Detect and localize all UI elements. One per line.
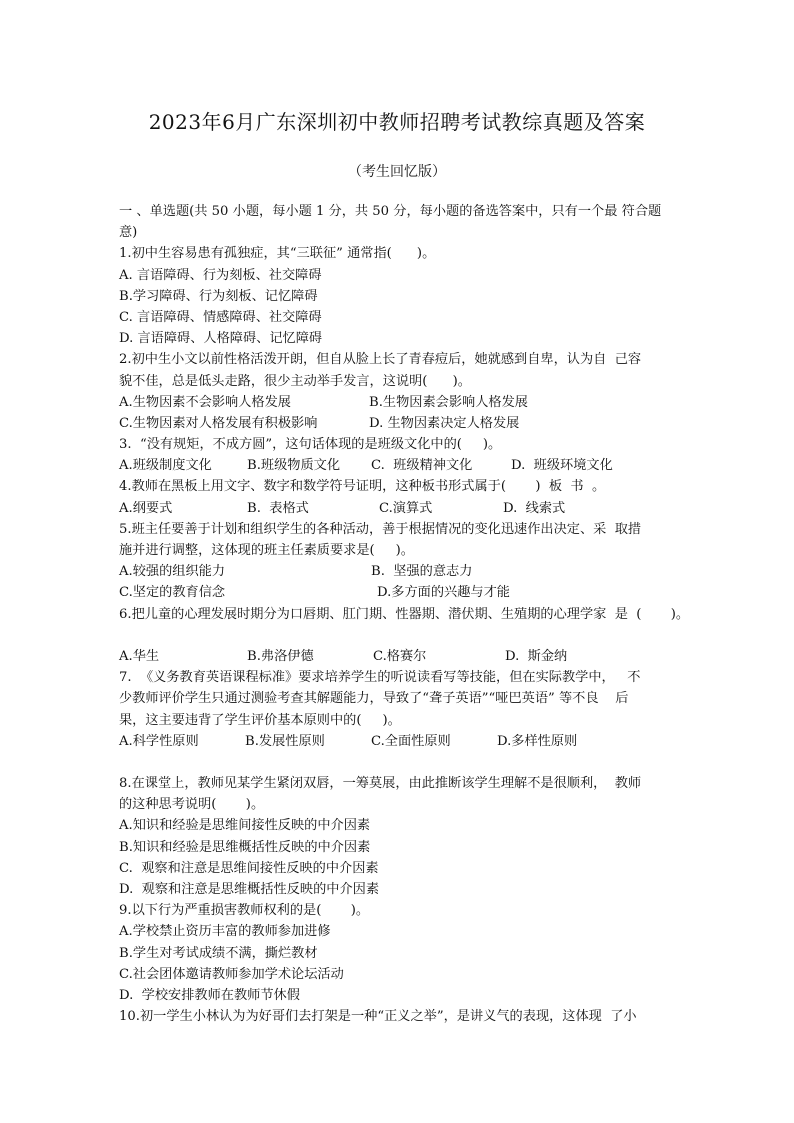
q2-stem-line2: 貌不佳，总是低头走路，很少主动举手发言，这说明( )。 [119, 373, 471, 389]
q3-option-b: B.班级物质文化 [247, 458, 341, 474]
q7-stem-line1: 7. 《义务教育英语课程标准》要求培养学生的听说读看写等技能，但在实际教学中， 不 [119, 670, 641, 686]
q3-stem: 3. “没有规矩，不成方圆”，这句话体现的是班级文化中的( )。 [119, 437, 502, 453]
q5-option-c: C.坚定的教育信念 [119, 585, 226, 601]
spacer [119, 752, 679, 773]
q4-option-b: B. 表格式 [247, 500, 309, 516]
q5-options-row2 [119, 582, 679, 603]
q7-option-c: C.全面性原则 [371, 733, 451, 749]
q4-option-a: A.纲要式 [119, 500, 173, 516]
q7-option-d: D.多样性原则 [497, 733, 578, 749]
q2-stem-line1: 2.初中生小文以前性格活泼开朗，但自从脸上长了青春痘后，她就感到自卑，认为自 己容 [119, 352, 642, 368]
q9-option-b: B.学生对考试成绩不满，撕烂教材 [119, 945, 318, 961]
q1-option-d: D. 言语障碍、人格障碍、记忆障碍 [119, 331, 323, 347]
q2-option-b: B.生物因素会影响人格发展 [369, 394, 528, 410]
q3-option-d: D. 班级环境文化 [511, 458, 613, 474]
q9-stem: 9.以下行为严重损害教师权利的是( )。 [119, 903, 370, 919]
q8-option-c: C. 观察和注意是思维间接性反映的中介因素 [119, 860, 379, 876]
q5-stem-line1: 5.班主任要善于计划和组织学生的各种活动，善于根据情况的变化迅速作出决定、采 取措 [119, 521, 642, 537]
q6-option-b: B.弗洛伊德 [247, 648, 314, 664]
q9-option-a: A.学校禁止资历丰富的教师参加进修 [119, 924, 331, 940]
question-list [119, 201, 690, 1027]
q7-option-a: A.科学性原则 [119, 733, 199, 749]
q8-option-b: B.知识和经验是思维概括性反映的中介因素 [119, 839, 371, 855]
q8-stem-line2: 的这种思考说明( )。 [119, 797, 265, 813]
q7-option-b: B.发展性原则 [245, 733, 325, 749]
q4-stem: 4.教师在黑板上用文字、数字和数学符号证明，这种板书形式属于( ) 板 书 。 [119, 479, 606, 495]
q6-option-c: C.格赛尔 [373, 648, 427, 664]
q3-option-c: C. 班级精神文化 [371, 458, 473, 474]
q9-option-c: C.社会团体邀请教师参加学术论坛活动 [119, 966, 344, 982]
q4-options [119, 498, 679, 519]
q4-option-c: C.演算式 [379, 500, 433, 516]
q6-option-d: D. 斯金纳 [505, 648, 568, 664]
q1-option-a: A. 言语障碍、行为刻板、社交障碍 [119, 267, 322, 283]
q2-option-a: A.生物因素不会影响人格发展 [119, 394, 291, 410]
q1-stem: 1.初中生容易患有孤独症，其“三联征” 通常指( )。 [119, 246, 436, 262]
q5-option-b: B. 坚强的意志力 [371, 564, 473, 580]
q2-options-row2 [119, 413, 679, 434]
q4-option-d: D. 线索式 [503, 500, 566, 516]
q1-option-c: C. 言语障碍、情感障碍、社交障碍 [119, 309, 322, 325]
q7-options [119, 731, 679, 752]
q6-option-a: A.华生 [119, 648, 160, 664]
q2-option-c: C.生物因素对人格发展有积极影响 [119, 415, 318, 431]
q8-option-d: D. 观察和注意是思维概括性反映的中介因素 [119, 882, 380, 898]
q1-option-b: B.学习障碍、行为刻板、记忆障碍 [119, 288, 318, 304]
q6-stem: 6.把儿童的心理发展时期分为口唇期、肛门期、性器期、潜伏期、生殖期的心理学家 是 ( )。 [119, 606, 690, 622]
q10-stem: 10.初一学生小林认为为好哥们去打架是一种“正义之举”，是讲义气的表现，这体现 了小 [119, 1009, 637, 1025]
q2-options-row1 [119, 392, 679, 413]
spacer [119, 625, 679, 646]
q5-options-row1 [119, 561, 679, 582]
q5-option-d: D.多方面的兴趣与才能 [377, 585, 510, 601]
q5-option-a: A.较强的组织能力 [119, 564, 226, 580]
q5-stem-line2: 施并进行调整，这体现的班主任素质要求是( )。 [119, 543, 414, 559]
q9-option-d: D. 学校安排教师在教师节休假 [119, 987, 300, 1003]
q7-stem-line2: 少教师评价学生只通过测验考查其解题能力，导致了“聋子英语”“哑巴英语” 等不良 后 [119, 691, 629, 707]
q7-stem-line3: 果，这主要违背了学生评价基本原则中的( )。 [119, 712, 401, 728]
q6-options [119, 646, 679, 667]
section-heading: 一 、单选题(共 50 小题，每小题 1 分，共 50 分，每小题的备选答案中，只有一个最 符合题意) [119, 204, 662, 241]
q2-option-d: D. 生物因素决定人格发展 [369, 415, 520, 431]
page-title: 2023年6月广东深圳初中教师招聘考试教综真题及答案 [148, 110, 646, 134]
page-subtitle: （考生回忆版） [348, 164, 446, 180]
q3-option-a: A.班级制度文化 [119, 458, 212, 474]
q8-option-a: A.知识和经验是思维间接性反映的中介因素 [119, 818, 371, 834]
q8-stem-line1: 8.在课堂上，教师见某学生紧闭双唇，一筹莫展，由此推断该学生理解不是很顺利， 教师 [119, 776, 642, 792]
q3-options [119, 455, 679, 476]
